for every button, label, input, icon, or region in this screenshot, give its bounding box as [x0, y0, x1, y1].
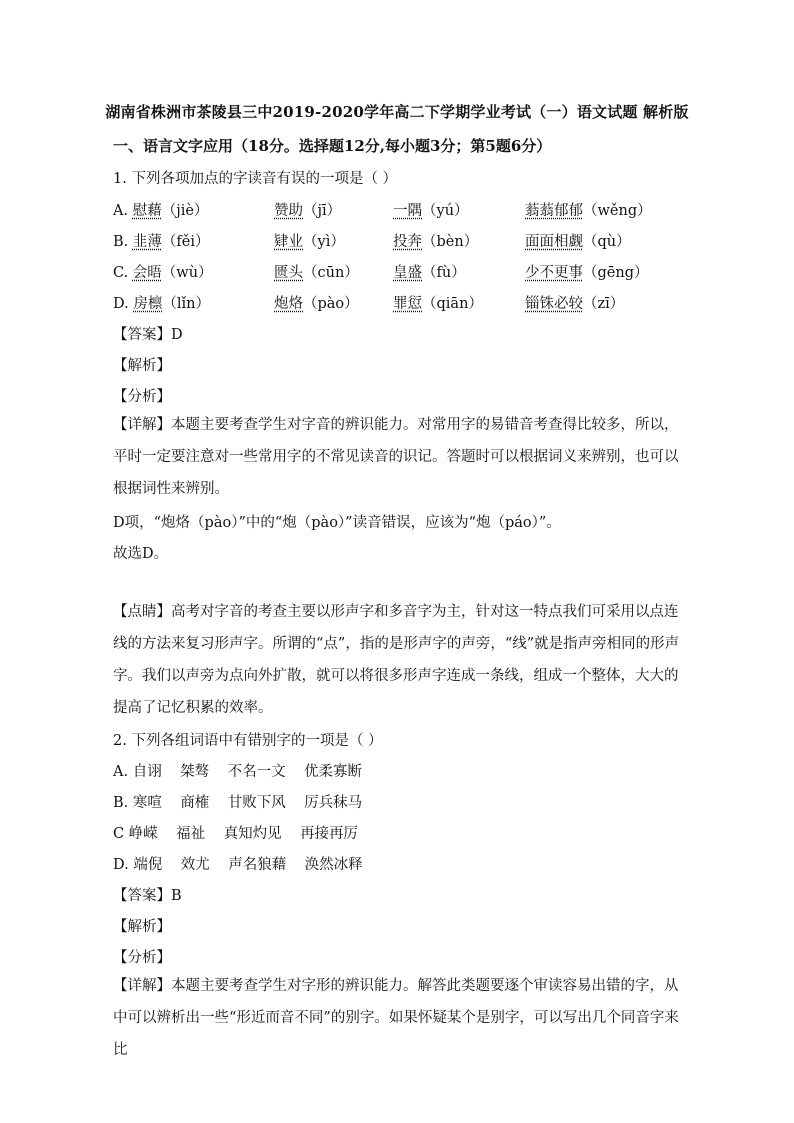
option-b-item-2: 肄业（yì） [274, 234, 345, 250]
question-2-option-a: A. 自诩 桀骜 不名一文 优柔寡断 [113, 764, 363, 780]
option-d-item-4: 锱铢必较（zī） [525, 296, 625, 312]
section-heading: 一、语言文字应用（18分。选择题12分,每小题3分；第5题6分） [113, 137, 552, 155]
question-2-fenxi: 【分析】 [113, 950, 171, 966]
question-1-analysis: 【解析】 [113, 358, 171, 374]
page-title: 湖南省株洲市茶陵县三中2019-2020学年高二下学期学业考试（一）语文试题 解析版 [105, 103, 689, 121]
option-c-item-2: 匮头（cūn） [274, 265, 359, 281]
option-a-item-2: 赞助（jī） [274, 203, 342, 219]
option-a-item-3: 一隅（yú） [393, 203, 469, 219]
option-d-item-1: D. 房檩（lǐn） [113, 296, 210, 312]
question-1-d-explanation: D项，“炮烙（pào）”中的“炮（pào）”读音错误，应该为“炮（páo）”。 [113, 515, 561, 531]
option-c-item-1: C. 会晤（wù） [113, 265, 213, 281]
question-1-detail: 【详解】本题主要考查学生对字音的辨识能力。对常用字的易错音考查得比较多，所以，平时一定要注意对一些常用字的不常见读音的识记。答题时可以根据词义来辨别，也可以根据词性来辨别。 [113, 417, 679, 497]
question-2-answer: 【答案】B [113, 888, 182, 904]
option-b-item-3: 投奔（bèn） [393, 234, 479, 250]
question-1-dianjing: 【点睛】高考对字音的考查主要以形声字和多音字为主，针对这一特点我们可采用以点连线的方法来复习形声字。所谓的“点”，指的是形声字的声旁，“线”就是指声旁相同的形声字。我们以声旁为点向外扩散，就可以将很多形声字连成一条线，组成一个整体，大大的提高了记忆积累的效率。 [113, 604, 680, 716]
question-2-option-b: B. 寒喧 商榷 甘败下风 厉兵秣马 [113, 795, 363, 811]
option-b-item-4: 面面相觑（qù） [525, 234, 631, 250]
option-c-item-3: 皇盛（fù） [393, 265, 466, 281]
question-1-stem: 1. 下列各项加点的字读音有误的一项是（ ） [113, 171, 398, 187]
question-1-fenxi: 【分析】 [113, 389, 171, 405]
question-2-stem: 2. 下列各组词语中有错别字的一项是（ ） [113, 733, 383, 749]
question-2-option-d: D. 端倪 效尤 声名狼藉 涣然冰释 [113, 857, 363, 873]
question-1-answer: 【答案】D [113, 327, 183, 343]
question-1-choice: 故选D。 [113, 546, 169, 562]
option-a-item-1: A. 慰藉（jiè） [113, 203, 209, 219]
option-b-item-1: B. 韭薄（fěi） [113, 234, 210, 250]
question-2-option-c: C 峥嵘 福祉 真知灼见 再接再厉 [113, 826, 359, 842]
option-d-item-3: 罪愆（qiān） [393, 296, 483, 312]
question-2-analysis: 【解析】 [113, 919, 171, 935]
option-c-item-4: 少不更事（gēng） [525, 265, 649, 281]
option-d-item-2: 炮烙（pào） [274, 296, 359, 312]
question-2-detail: 【详解】本题主要考查学生对字形的辨识能力。解答此类题要逐个审读容易出错的字，从中可以辨析出一些“形近而音不同”的别字。如果怀疑某个是别字，可以写出几个同音字来比 [113, 978, 679, 1058]
option-a-item-4: 蓊蓊郁郁（wěng） [525, 203, 652, 219]
